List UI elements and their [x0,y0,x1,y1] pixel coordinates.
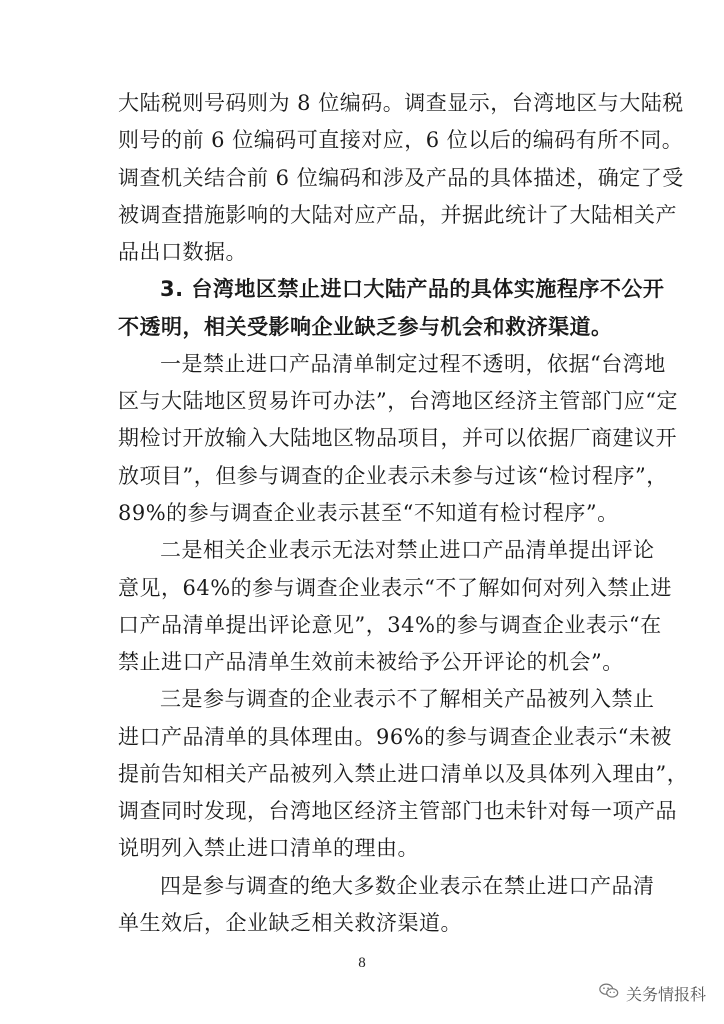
text-line: 进口产品清单的具体理由。96%的参与调查企业表示“未被 [118,725,672,749]
text-line: 提前告知相关产品被列入禁止进口清单以及具体列入理由”， [118,762,689,786]
text-line: 放项目”，但参与调查的企业表示未参与过该“检讨程序”， [118,464,668,488]
text-line: 调查同时发现，台湾地区经济主管部门也未针对每一项产品 [118,799,677,823]
text-line: 单生效后，企业缺乏相关救济渠道。 [118,911,462,935]
text-line: 调查机关结合前 6 位编码和涉及产品的具体描述，确定了受 [118,166,684,190]
wechat-icon [598,980,620,1006]
text-line: 89%的参与调查企业表示甚至“不知道有检讨程序”。 [118,501,619,525]
text-line: 禁止进口产品清单生效前未被给予公开评论的机会”。 [118,650,624,674]
text-line: 说明列入禁止进口清单的理由。 [118,836,419,860]
watermark-text: 关务情报科 [626,984,707,1004]
text-line: 被调查措施影响的大陆对应产品，并据此统计了大陆相关产 [118,203,677,227]
text-line: 四是参与调查的绝大多数企业表示在禁止进口产品清 [160,874,655,898]
page-number: 8 [358,955,366,971]
text-line: 大陆税则号码则为 8 位编码。调查显示，台湾地区与大陆税 [118,91,684,115]
text-line: 品出口数据。 [118,240,247,264]
section-heading: 不透明，相关受影响企业缺乏参与机会和救济渠道。 [118,315,613,339]
text-line: 口产品清单提出评论意见”，34%的参与调查企业表示“在 [118,613,662,637]
text-line: 三是参与调查的企业表示不了解相关产品被列入禁止 [160,687,655,711]
text-line: 二是相关企业表示无法对禁止进口产品清单提出评论 [160,538,655,562]
text-line: 区与大陆地区贸易许可办法”，台湾地区经济主管部门应“定 [118,389,678,413]
text-line: 期检讨开放输入大陆地区物品项目，并可以依据厂商建议开 [118,426,677,450]
text-line: 则号的前 6 位编码可直接对应，6 位以后的编码有所不同。 [118,128,684,152]
text-line: 意见，64%的参与调查企业表示“不了解如何对列入禁止进 [118,576,672,600]
watermark [598,980,706,1006]
text-line: 一是禁止进口产品清单制定过程不透明，依据“台湾地 [160,352,666,376]
section-heading: 3. 台湾地区禁止进口大陆产品的具体实施程序不公开 [160,277,665,301]
